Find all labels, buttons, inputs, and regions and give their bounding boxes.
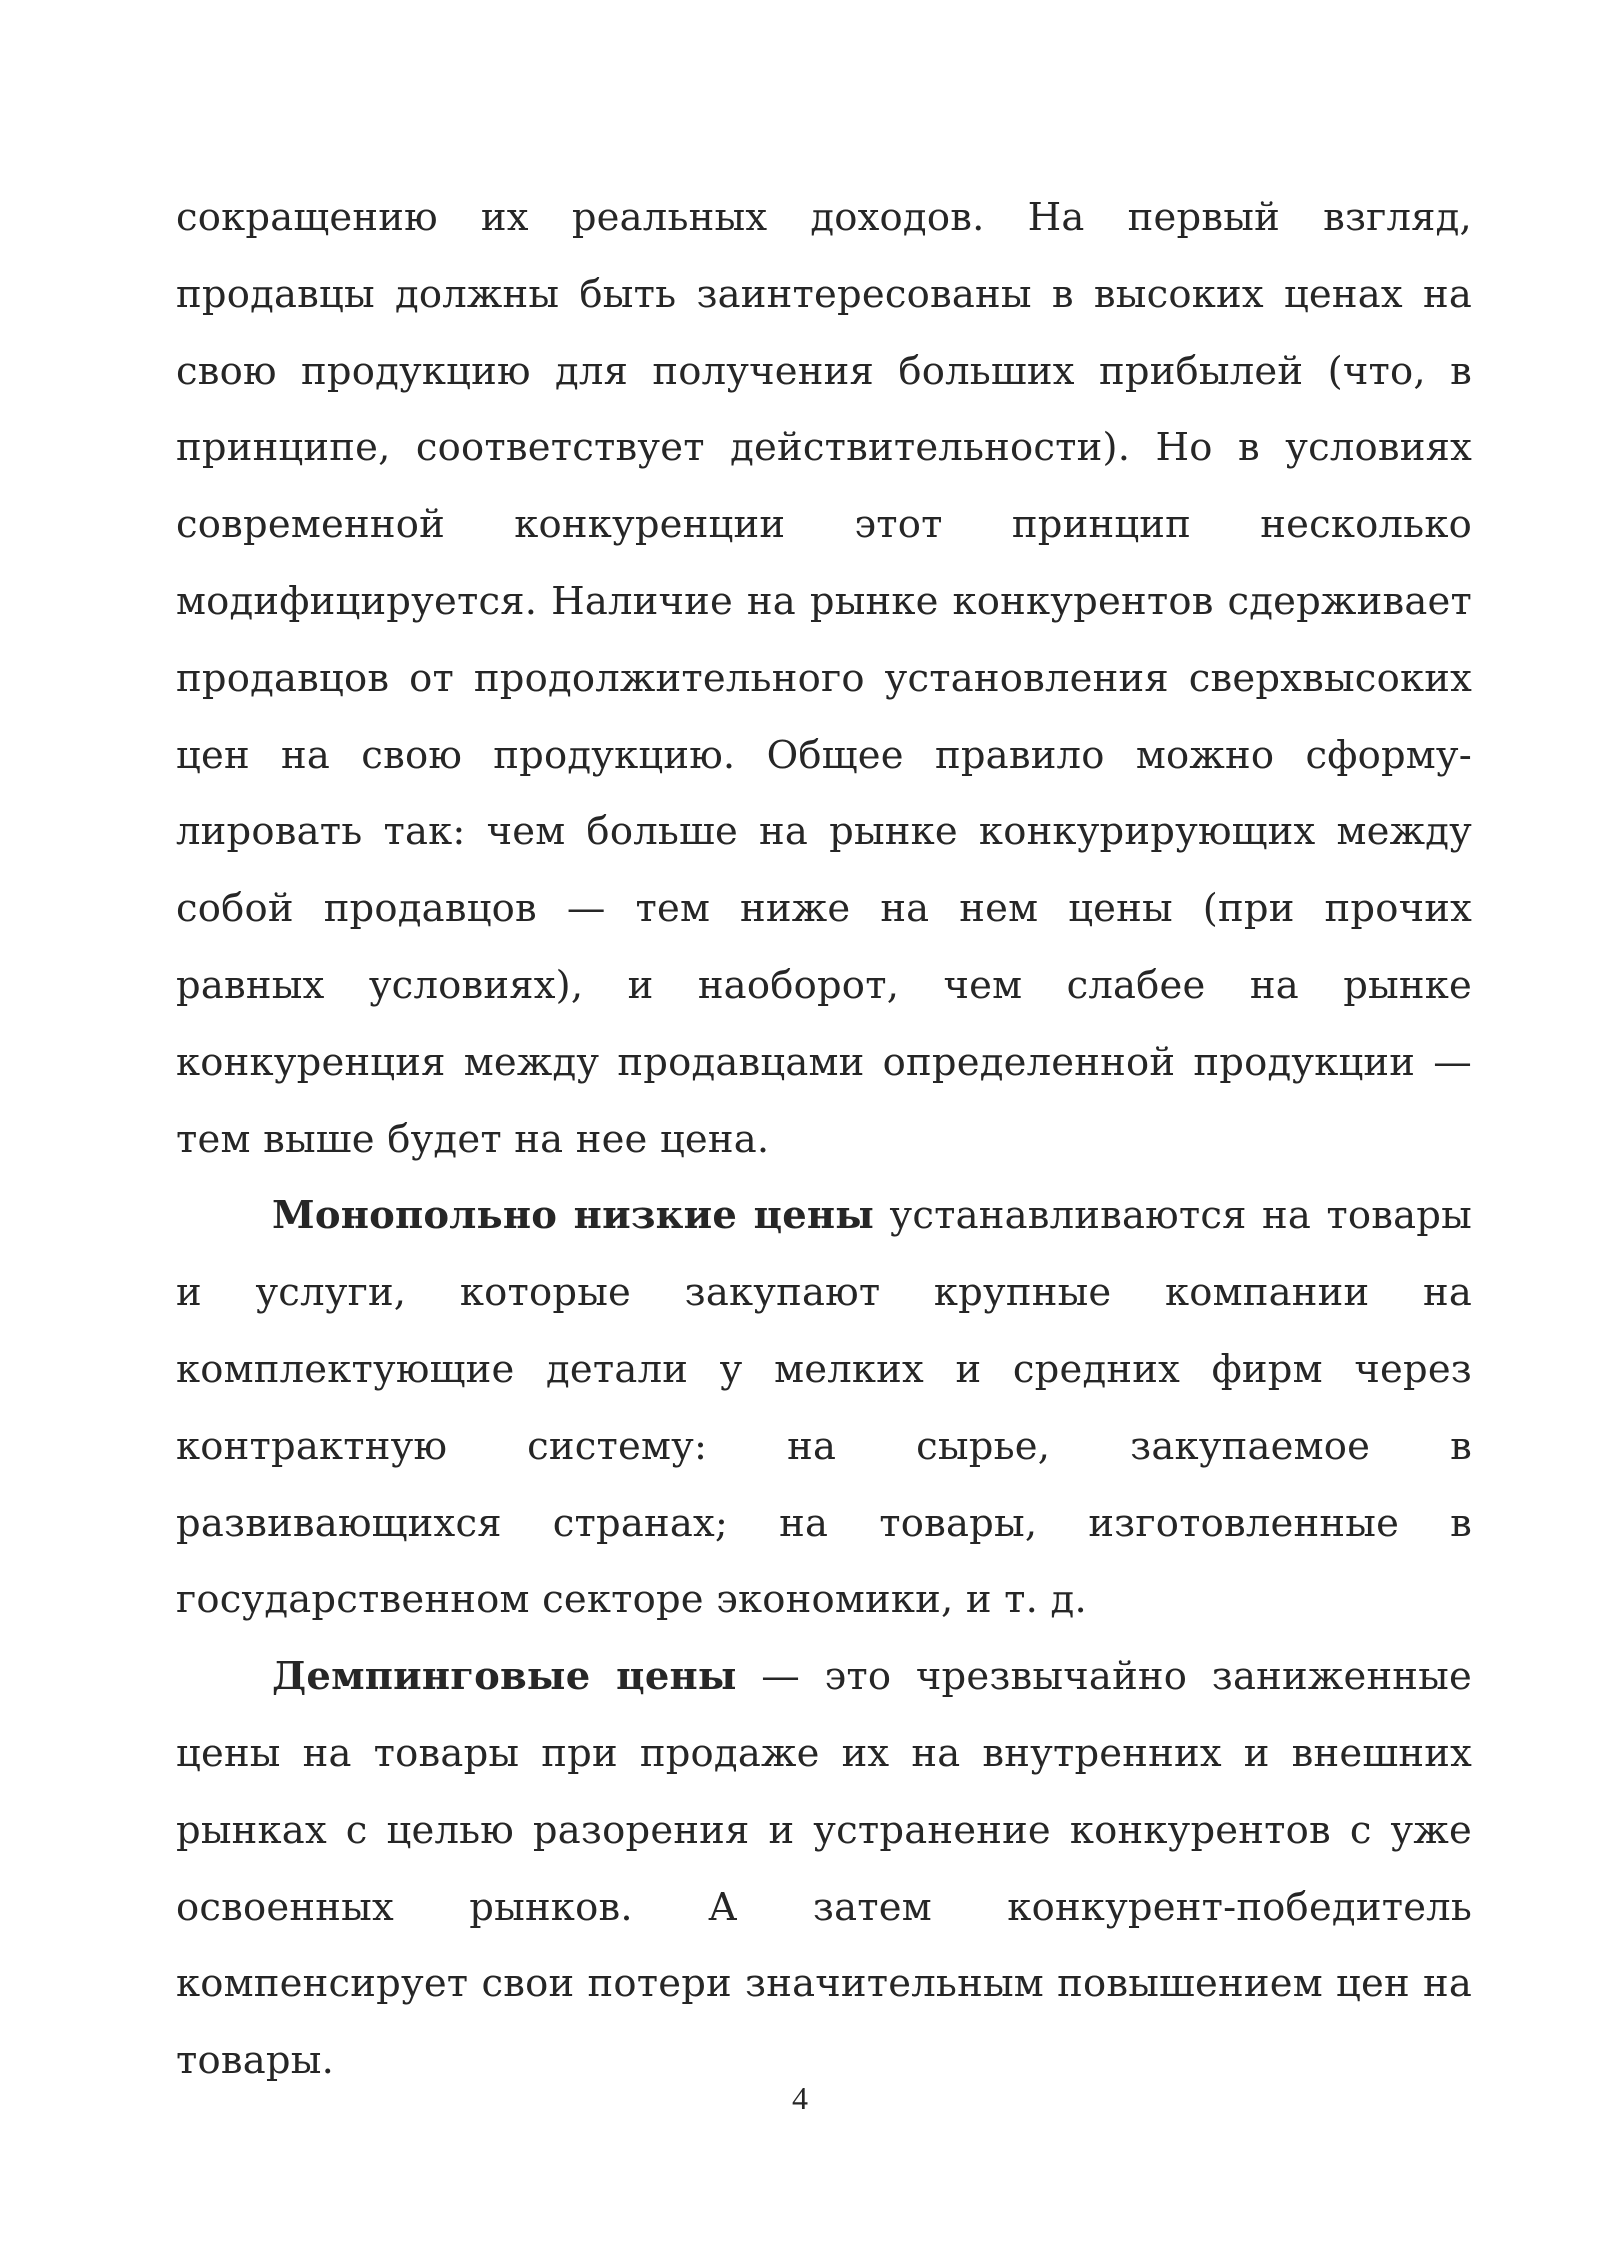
paragraph-2-text: устанавливаются на товары и услуги, которые закупают крупные компании на комплектующие детали у мелких и средних фирм через контрактную систему: на сырье, закупаемое в развивающихся странах; на товары, изготовленные в государственном секторе экономики, и т. д.: [176, 1193, 1472, 1623]
term-monopoly-low-prices: Монопольно низкие цены: [272, 1193, 875, 1239]
paragraph-2: [176, 1178, 1472, 1639]
paragraph-3-text: — это чрезвычайно заниженные цены на товары при продаже их на внутренних и внешних рынках с целью разорения и устранение конкурентов с уже освоенных рынков. А затем конкурент-победитель компенсирует свои потери значительным повышением цен на товары.: [176, 1654, 1472, 2084]
page-number: 4: [792, 2080, 808, 2116]
paragraph-1-text: сокращению их реальных доходов. На первый взгляд, продавцы должны быть заинтересованы в высоких ценах на свою продукцию для получения больших прибылей (что, в принципе, соответствует действительности). Но в условиях современной конкуренции этот принцип несколько модифицируется. Наличие на рынке конкурентов сдерживает продавцов от продолжительного установления сверхвысоких цен на свою продукцию. Общее правило можно сформу- лировать так: чем больше на рынке конкурирующих между собой продавцов — тем ниже на нем цены (при прочих равных условиях), и наоборот, чем слабее на рынке конкуренция между продавцами определенной продукции — тем выше будет на нее цена.: [176, 195, 1472, 1162]
paragraph-3: [176, 1639, 1472, 2100]
paragraph-1: [176, 180, 1472, 1178]
document-body: [176, 180, 1472, 2100]
term-dumping-prices: Демпинговые цены: [272, 1654, 737, 1700]
